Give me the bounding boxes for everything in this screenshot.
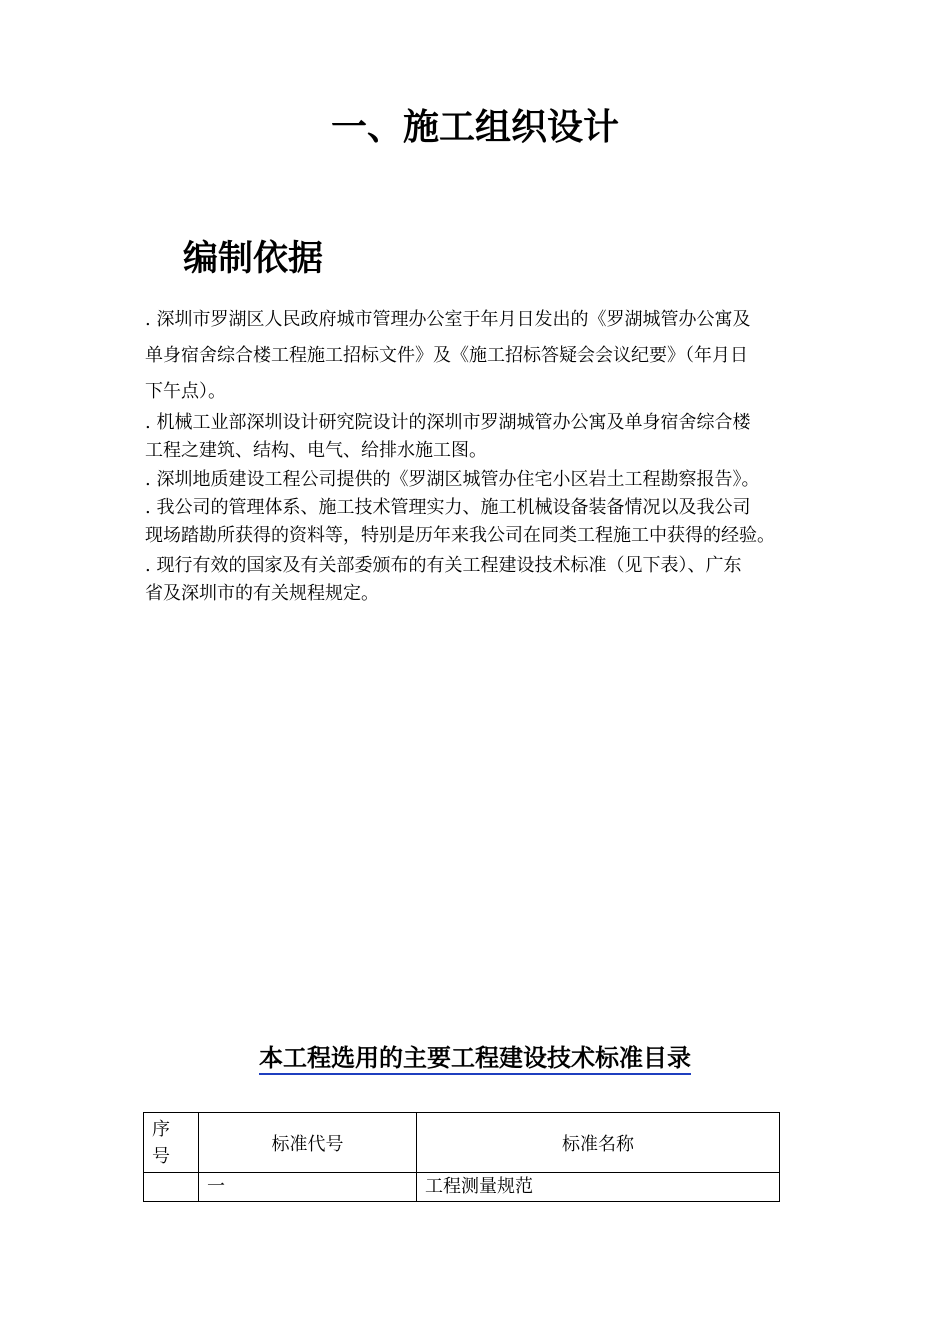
table-header-row xyxy=(144,1113,780,1173)
paragraph-line: . 我公司的管理体系、施工技术管理实力、施工机械设备装备情况以及我公司 xyxy=(145,497,751,518)
paragraph-5 xyxy=(145,552,813,608)
header-serial-number xyxy=(144,1113,199,1173)
standards-table xyxy=(143,1112,780,1202)
paragraph-1 xyxy=(145,302,813,410)
header-standard-code: 标准代号 xyxy=(199,1113,417,1173)
header-serial-line: 号 xyxy=(152,1145,170,1167)
paragraph-4 xyxy=(145,494,813,550)
paragraph-line: 工程之建筑、结构、电气、给排水施工图。 xyxy=(145,440,487,461)
table-row xyxy=(144,1173,780,1202)
paragraph-line: 单身宿舍综合楼工程施工招标文件》及《施工招标答疑会会议纪要》（年月日 xyxy=(145,345,748,366)
paragraph-2 xyxy=(145,409,813,465)
table-caption xyxy=(0,1040,950,1076)
table-caption-text: 本工程选用的主要工程建设技术标准目录 xyxy=(259,1044,691,1075)
paragraph-line: . 深圳地质建设工程公司提供的《罗湖区城管办住宅小区岩土工程勘察报告》。 xyxy=(145,469,760,490)
paragraph-3 xyxy=(145,466,813,494)
header-serial-line: 序 xyxy=(152,1118,170,1140)
paragraph-line: 省及深圳市的有关规程规定。 xyxy=(145,583,379,604)
cell-standard-name: 工程测量规范 xyxy=(417,1173,780,1202)
paragraph-line: . 现行有效的国家及有关部委颁布的有关工程建设技术标准（见下表）、广东 xyxy=(145,555,742,576)
paragraph-line: 下午点）。 xyxy=(145,381,226,402)
paragraph-line: . 机械工业部深圳设计研究院设计的深圳市罗湖城管办公寓及单身宿舍综合楼 xyxy=(145,412,751,433)
section-heading: 编制依据 xyxy=(183,239,324,279)
cell-serial-number xyxy=(144,1173,199,1202)
page-title: 一、施工组织设计 xyxy=(330,107,619,148)
paragraph-line: . 深圳市罗湖区人民政府城市管理办公室于年月日发出的《罗湖城管办公寓及 xyxy=(145,309,751,330)
paragraph-line: 现场踏勘所获得的资料等，特别是历年来我公司在同类工程施工中获得的经验。 xyxy=(145,525,775,546)
header-standard-name: 标准名称 xyxy=(417,1113,780,1173)
cell-standard-code: 一 xyxy=(199,1173,417,1202)
